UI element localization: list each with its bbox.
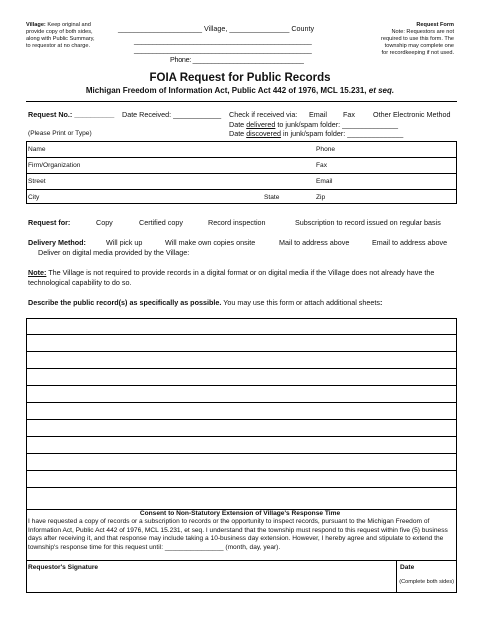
describe-records-label bbox=[28, 298, 382, 307]
fax-field[interactable]: Fax bbox=[316, 162, 327, 169]
description-line bbox=[26, 436, 457, 437]
email-delivery-option[interactable]: Email to address above bbox=[372, 238, 448, 247]
delivery-method-label: Delivery Method: bbox=[28, 238, 86, 247]
description-line bbox=[26, 453, 457, 454]
note-text-line-2: technological capability to do so. bbox=[28, 278, 132, 287]
note-label: Note: bbox=[28, 268, 47, 277]
date-received[interactable]: Date Received: ____________ bbox=[122, 110, 222, 119]
discovered-junk-date[interactable] bbox=[229, 129, 403, 138]
firm-field[interactable]: Firm/Organization bbox=[28, 162, 81, 169]
delivered-word: delivered bbox=[246, 120, 276, 129]
description-line bbox=[26, 334, 457, 335]
title-divider bbox=[26, 101, 457, 102]
description-line bbox=[26, 385, 457, 386]
copy-option[interactable]: Copy bbox=[96, 218, 113, 227]
certified-copy-option[interactable]: Certified copy bbox=[139, 218, 183, 227]
request-form-note bbox=[381, 22, 454, 57]
date-label[interactable]: Date bbox=[400, 564, 415, 571]
date-divider bbox=[396, 560, 397, 593]
delivered-pre: Date bbox=[229, 120, 247, 129]
describe-colon: : bbox=[379, 298, 383, 307]
description-line bbox=[26, 470, 457, 471]
page-subtitle bbox=[0, 86, 480, 95]
request-form-note-line: Note: Requestors are not bbox=[391, 29, 454, 35]
consent-line: Information Act, Public Act 442 of 1976, MCL 15.231, et seq. I understand that the township must respond to this request within five (5) business bbox=[28, 526, 448, 534]
describe-rest: You may use this form or attach additional sheets bbox=[221, 298, 380, 307]
request-number[interactable]: Request No.: __________ bbox=[28, 110, 115, 119]
street-field[interactable]: Street bbox=[28, 178, 46, 185]
subscription-option[interactable]: Subscription to record issued on regular basis bbox=[295, 218, 441, 227]
consent-line: I have requested a copy of records or a subscription to records or the opportunity to inspect records, pursuant to the Michigan Freedom of bbox=[28, 518, 430, 525]
via-email-option[interactable]: Email bbox=[309, 110, 327, 119]
note-text: The Village is not required to provide records in a digital format or on digital media if the Village does not already have the bbox=[46, 268, 435, 277]
digital-media-option[interactable]: Deliver on digital media provided by the Village: bbox=[38, 248, 190, 257]
village-note bbox=[26, 22, 95, 50]
city-field[interactable]: City bbox=[28, 194, 40, 201]
consent-line: days after receiving it, and that response may include taking a 10-business day extension. However, I hereby agree and stipulate to extend the bbox=[28, 535, 444, 542]
contact-row-divider bbox=[26, 157, 457, 158]
subtitle-italic: et seq. bbox=[368, 86, 395, 95]
signature-divider bbox=[26, 560, 457, 561]
phone-line: Phone: ______________________________ bbox=[170, 55, 304, 64]
complete-both-sides-note: (Complete both sides) bbox=[399, 579, 454, 585]
record-inspection-option[interactable]: Record inspection bbox=[208, 218, 266, 227]
request-form-note-line: township may complete one bbox=[384, 43, 454, 49]
description-line bbox=[26, 419, 457, 420]
zip-field[interactable]: Zip bbox=[316, 194, 326, 201]
consent-line: township's response time for this request until: ________________ (month, day, year). bbox=[28, 543, 281, 551]
print-note: (Please Print or Type) bbox=[28, 130, 92, 137]
description-line bbox=[26, 351, 457, 352]
consent-title: Consent to Non-Statutory Extension of Village's Response Time bbox=[139, 510, 341, 517]
via-fax-option[interactable]: Fax bbox=[343, 110, 355, 119]
consent-text bbox=[28, 518, 448, 552]
delivered-post: to junk/spam folder: ______________ bbox=[275, 120, 399, 129]
village-note-line: provide copy of both sides, bbox=[26, 29, 93, 35]
signature-label[interactable]: Requestor's Signature bbox=[28, 564, 99, 571]
request-form-note-line: for recordkeeping if not used. bbox=[381, 50, 454, 56]
description-line bbox=[26, 402, 457, 403]
village-note-title: Village: bbox=[26, 22, 46, 28]
mail-option[interactable]: Mail to address above bbox=[279, 238, 350, 247]
discovered-pre: Date bbox=[229, 129, 247, 138]
describe-bold: Describe the public record(s) as specifically as possible. bbox=[28, 298, 222, 307]
village-note-text: Keep original and bbox=[45, 22, 91, 28]
state-field[interactable]: State bbox=[264, 194, 280, 201]
email-field[interactable]: Email bbox=[316, 178, 333, 185]
village-note-line: to requestor at no charge. bbox=[26, 43, 91, 49]
via-other-option[interactable]: Other Electronic Method bbox=[373, 110, 451, 119]
digital-format-note bbox=[28, 268, 434, 277]
phone-field[interactable]: Phone bbox=[316, 146, 336, 153]
discovered-word: discovered bbox=[246, 129, 281, 138]
contact-row-divider bbox=[26, 189, 457, 190]
check-label: Check if received via: bbox=[229, 110, 298, 119]
request-form-note-line: required to use this form. The bbox=[381, 36, 454, 42]
description-line bbox=[26, 368, 457, 369]
subtitle-text: Michigan Freedom of Information Act, Public Act 442 of 1976, MCL 15.231, bbox=[85, 86, 369, 95]
name-field[interactable]: Name bbox=[28, 146, 46, 153]
request-form-label: Request Form bbox=[416, 22, 454, 28]
village-note-line: along with Public Summary, bbox=[26, 36, 95, 42]
description-line bbox=[26, 487, 457, 488]
pickup-option[interactable]: Will pick up bbox=[106, 238, 143, 247]
address-line-2: ________________________________________________ bbox=[134, 45, 312, 54]
address-line-1: ________________________________________________ bbox=[134, 36, 312, 45]
delivered-junk-date[interactable] bbox=[229, 120, 398, 129]
village-county-line: _____________________ Village, _______________ County bbox=[118, 24, 315, 33]
request-for-label: Request for: bbox=[28, 218, 71, 227]
copies-onsite-option[interactable]: Will make own copies onsite bbox=[165, 238, 256, 247]
contact-row-divider bbox=[26, 173, 457, 174]
discovered-post: in junk/spam folder: ______________ bbox=[280, 129, 404, 138]
page-title: FOIA Request for Public Records bbox=[149, 72, 331, 84]
